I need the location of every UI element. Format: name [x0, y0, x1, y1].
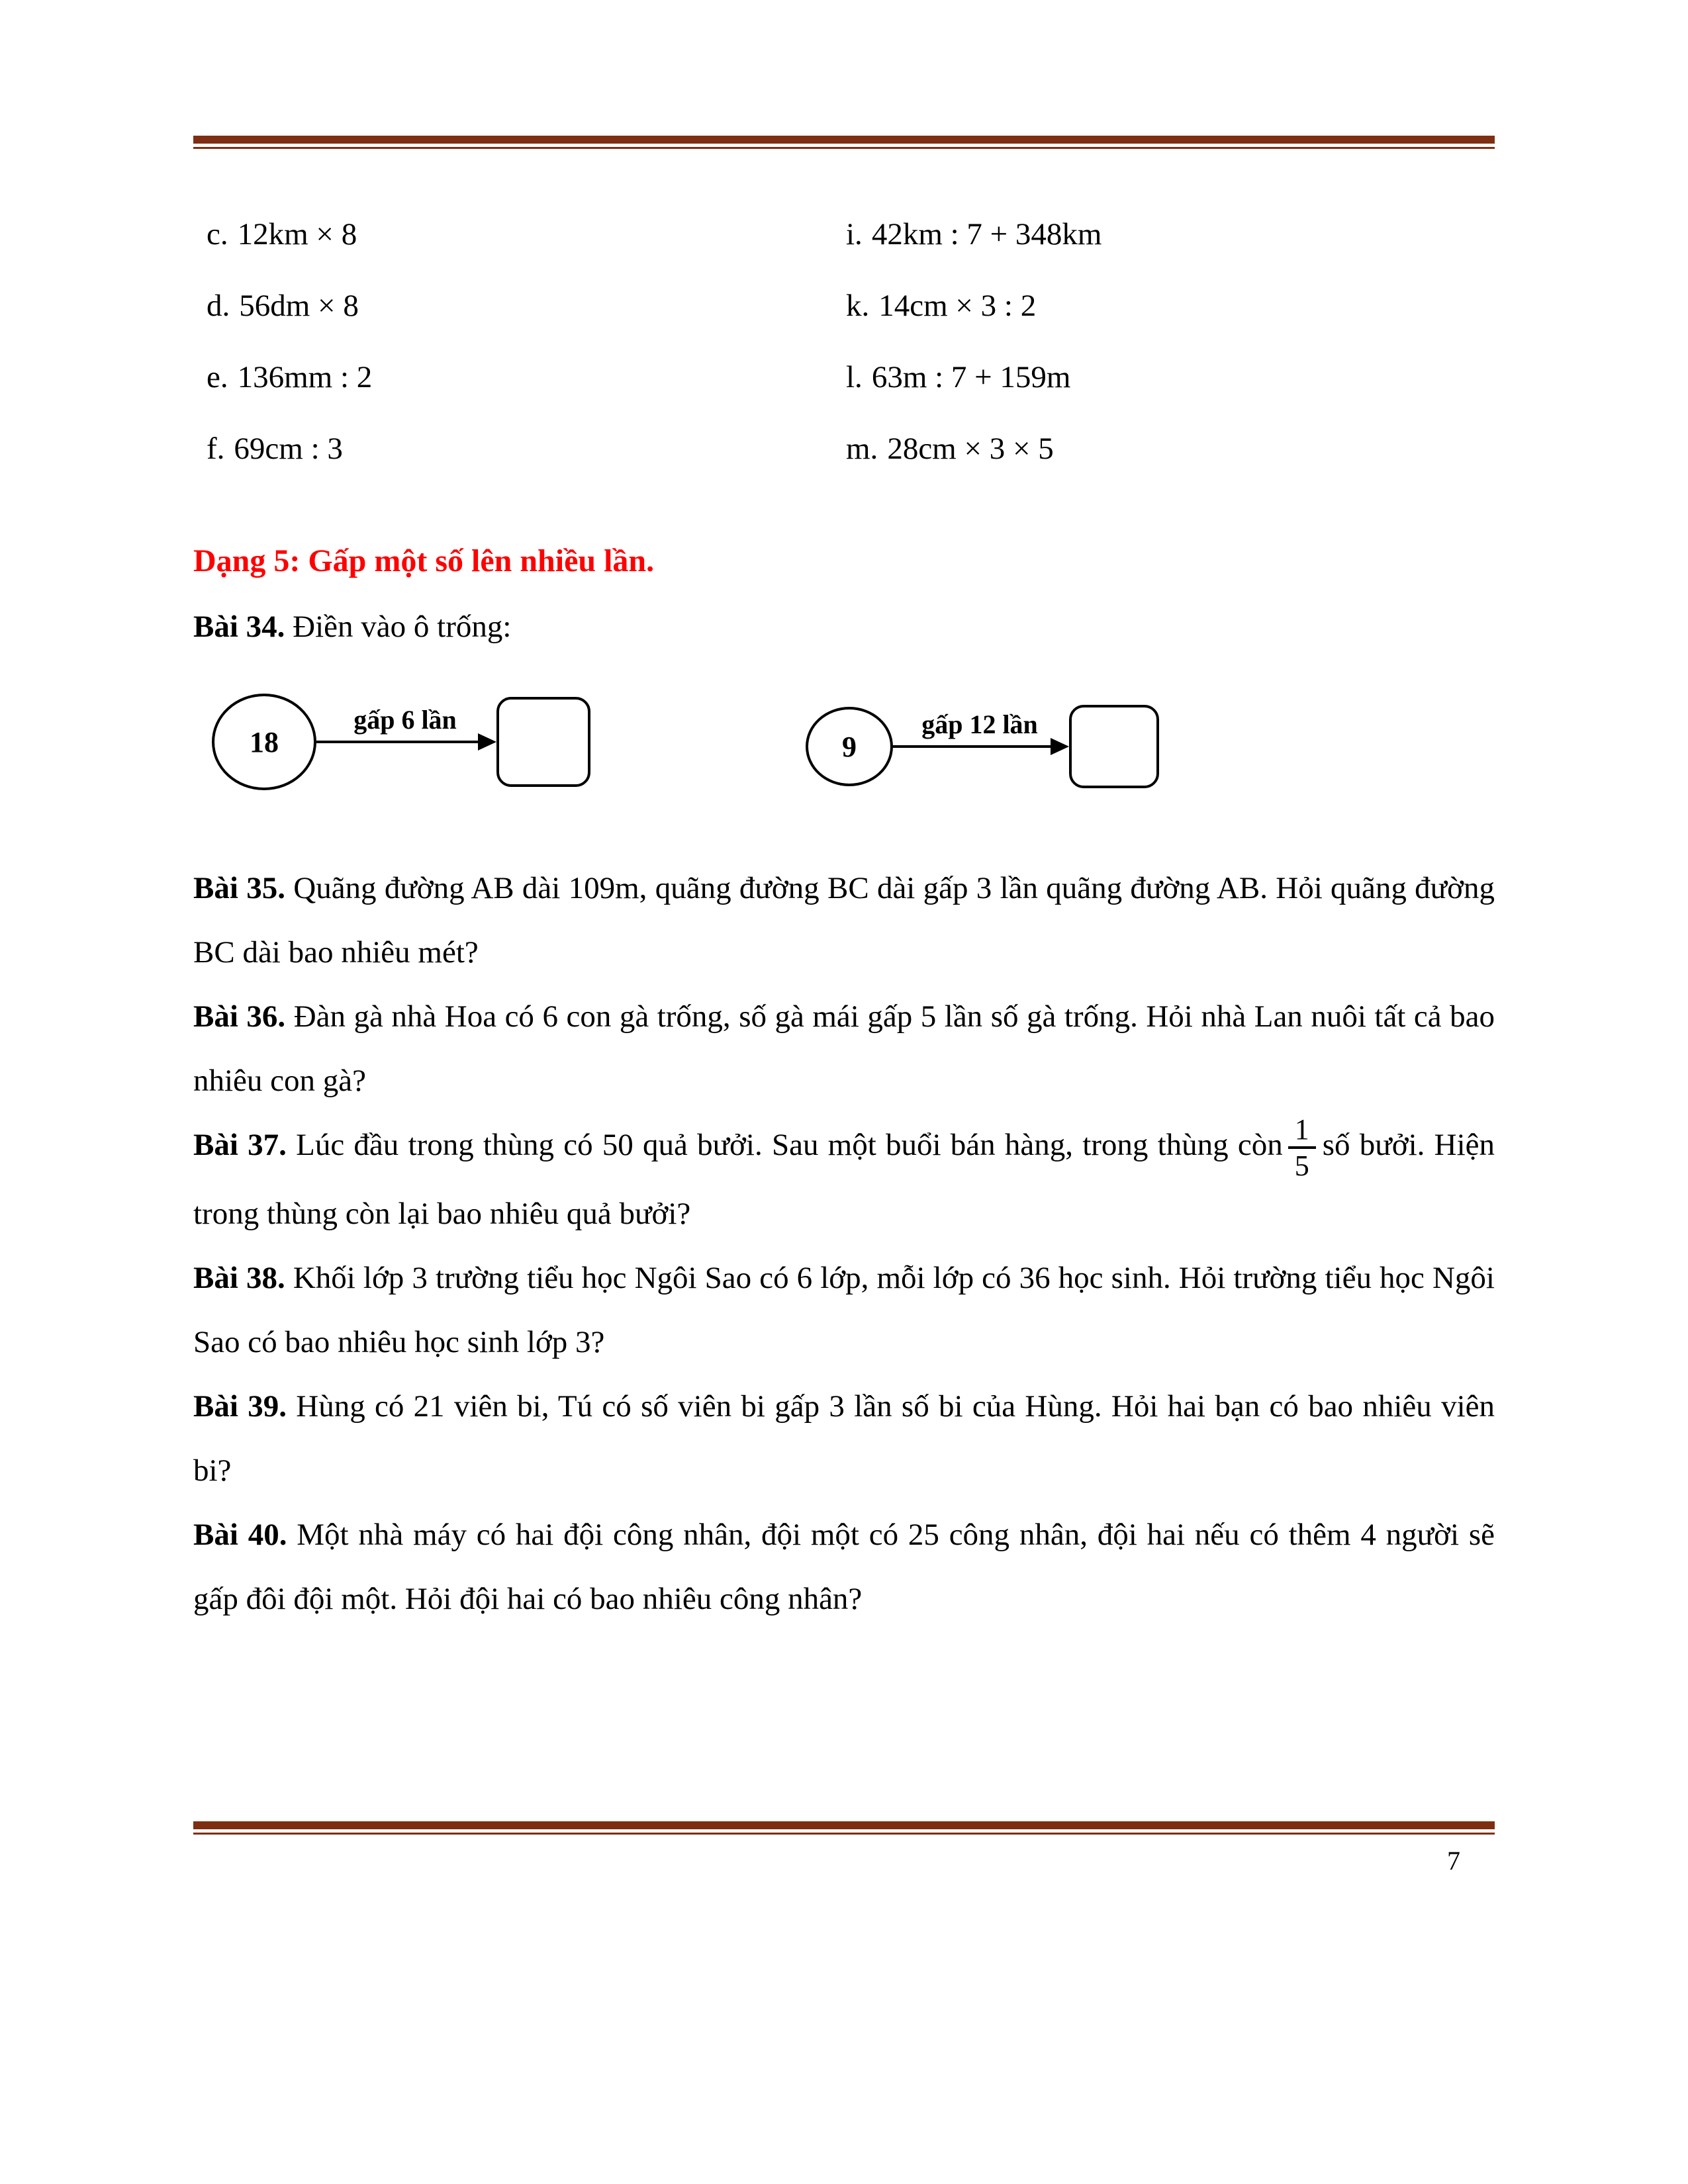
exercise-item-c: [207, 199, 372, 270]
exercise-item-l: [846, 341, 1102, 413]
exercise-expression: 42km : 7 + 348km: [871, 217, 1102, 251]
exercise-item-e: [207, 341, 372, 413]
exercise-expression: 56dm × 8: [239, 289, 359, 323]
problem-35: [193, 856, 1495, 985]
problem-label: Bài 34.: [193, 610, 285, 644]
exercise-item-i: [846, 199, 1102, 270]
problem-label: Bài 35.: [193, 871, 285, 905]
problem-40: [193, 1503, 1495, 1631]
exercise-label: l.: [846, 360, 863, 394]
diagram-start-circle: 9: [806, 707, 893, 786]
fraction-numerator: 1: [1288, 1114, 1316, 1150]
diagram-answer-box[interactable]: [496, 697, 590, 787]
exercise-item-d: [207, 270, 372, 341]
diagram-group-1: [212, 694, 590, 790]
problem-36: [193, 985, 1495, 1113]
exercise-label: m.: [846, 432, 878, 466]
problem-text: số bưởi. Hiện trong thùng còn lại bao nhiêu quả bưởi?: [193, 1128, 1495, 1231]
exercise-label: k.: [846, 289, 870, 323]
diagram-answer-box[interactable]: [1069, 705, 1159, 788]
exercise-expression: 63m : 7 + 159m: [871, 360, 1071, 394]
problem-37: [193, 1113, 1495, 1246]
problem-text: Khối lớp 3 trường tiểu học Ngôi Sao có 6 lớp, mỗi lớp có 36 học sinh. Hỏi trường tiểu học Ngôi Sao có bao nhiêu học sinh lớp 3?: [193, 1260, 1495, 1359]
exercise-column-right: [846, 199, 1102, 484]
bottom-border-rule: [193, 1821, 1495, 1835]
problem-text: Một nhà máy có hai đội công nhân, đội một có 25 công nhân, đội hai nếu có thêm 4 người sẽ gấp đôi đội một. Hỏi đội hai có bao nhiêu công nhân?: [193, 1517, 1495, 1616]
problem-text: Đàn gà nhà Hoa có 6 con gà trống, số gà mái gấp 5 lần số gà trống. Hỏi nhà Lan nuôi tất cả bao nhiêu con gà?: [193, 999, 1495, 1098]
exercise-expression: 28cm × 3 × 5: [887, 432, 1054, 466]
problem-39: [193, 1375, 1495, 1503]
problem-38: [193, 1246, 1495, 1375]
exercise-expression: 14cm × 3 : 2: [878, 289, 1037, 323]
top-border-thin-line: [193, 147, 1495, 149]
diagram-group-2: [806, 705, 1159, 788]
problem-34-intro: [193, 609, 1495, 645]
problem-list: [193, 856, 1495, 1631]
top-border-thick-line: [193, 136, 1495, 144]
problem-label: Bài 37.: [193, 1128, 287, 1162]
problem-text: Hùng có 21 viên bi, Tú có số viên bi gấp 3 lần số bi của Hùng. Hỏi hai bạn có bao nhiêu viên bi?: [193, 1388, 1495, 1488]
diagram-arrow: [893, 709, 1066, 748]
section-heading: Dạng 5: Gấp một số lên nhiều lần.: [193, 543, 655, 578]
bottom-border-thick-line: [193, 1821, 1495, 1829]
fraction: [1288, 1114, 1316, 1182]
problem-label: Bài 40.: [193, 1517, 287, 1552]
diagram-arrow-label: gấp 12 lần: [921, 709, 1038, 739]
exercise-expression: 136mm : 2: [237, 360, 373, 394]
exercise-expression: 69cm : 3: [234, 432, 343, 466]
exercise-label: i.: [846, 217, 863, 251]
exercise-expression: 12km × 8: [237, 217, 357, 251]
problem-label: Bài 39.: [193, 1388, 287, 1424]
fraction-denominator: 5: [1294, 1150, 1309, 1183]
page-number: 7: [1447, 1846, 1460, 1876]
top-border-rule: [193, 136, 1495, 149]
problem-text: Điền vào ô trống:: [293, 610, 512, 644]
fill-in-diagram: [193, 682, 1495, 841]
exercise-item-f: [207, 413, 372, 484]
diagram-arrow-label: gấp 6 lần: [353, 705, 457, 735]
exercise-label: e.: [207, 360, 228, 394]
exercise-label: f.: [207, 432, 225, 466]
problem-text: Lúc đầu trong thùng có 50 quả bưởi. Sau một buổi bán hàng, trong thùng còn: [296, 1128, 1283, 1162]
diagram-arrow: [316, 705, 494, 743]
exercise-column-left: [207, 199, 372, 484]
problem-text: Quãng đường AB dài 109m, quãng đường BC dài gấp 3 lần quãng đường AB. Hỏi quãng đường BC dài bao nhiêu mét?: [193, 871, 1495, 970]
diagram-start-circle: 18: [212, 694, 316, 790]
exercise-label: d.: [207, 289, 230, 323]
bottom-border-thin-line: [193, 1833, 1495, 1835]
exercise-item-k: [846, 270, 1102, 341]
problem-label: Bài 36.: [193, 999, 286, 1034]
problem-label: Bài 38.: [193, 1260, 285, 1295]
exercise-item-m: [846, 413, 1102, 484]
exercise-label: c.: [207, 217, 228, 251]
